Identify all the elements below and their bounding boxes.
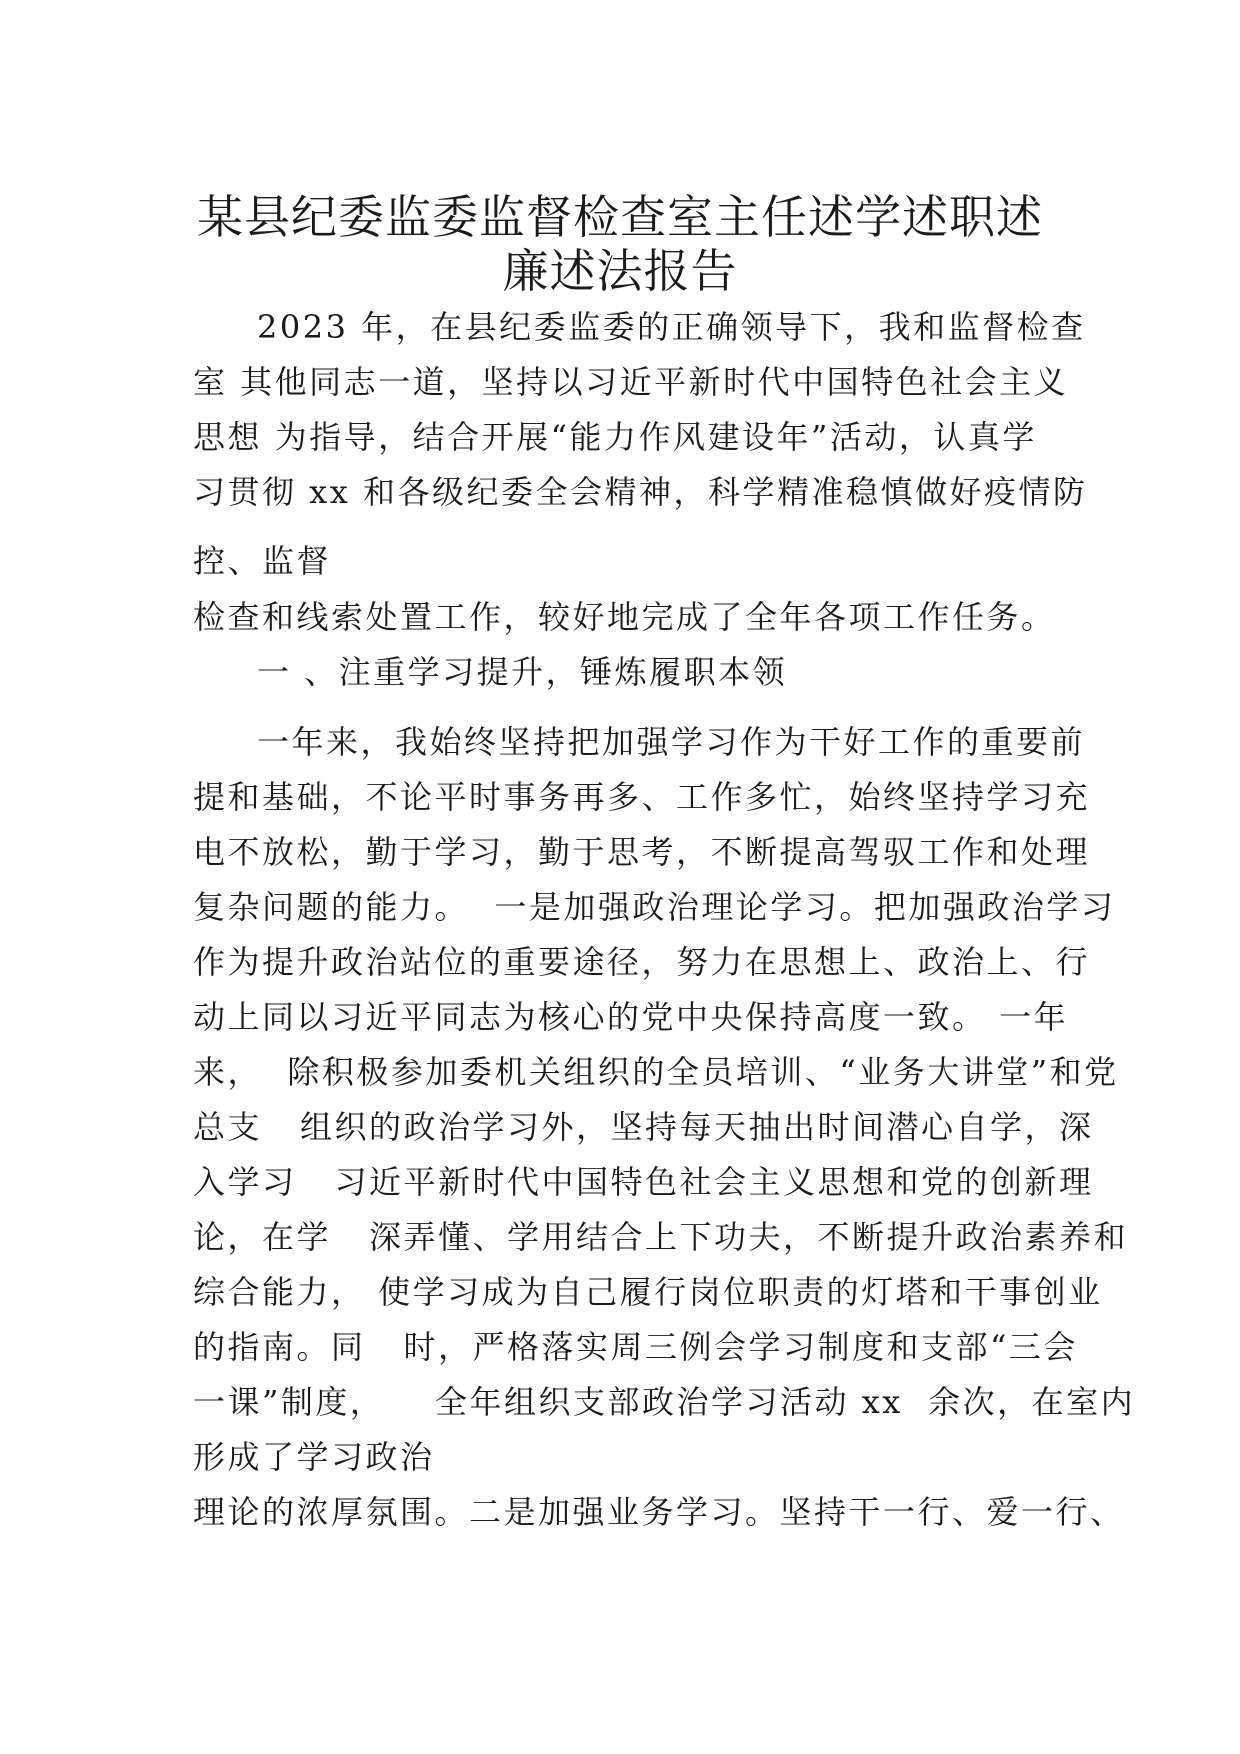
- paragraph-line: 2023 年，在县纪委监委的正确领导下，我和监督检查: [257, 308, 1086, 346]
- paragraph-line: 思想 为指导，结合开展“能力作风建设年”活动，认真学: [193, 418, 1037, 456]
- paragraph-line: 控、监督: [193, 542, 332, 580]
- paragraph-line: 入学习 习近平新时代中国特色社会主义思想和党的创新理: [193, 1163, 1094, 1201]
- paragraph-line: 一课”制度， 全年组织支部政治学习活动 xx 余次，在室内: [193, 1383, 1136, 1421]
- section-heading: 一 、注重学习提升，锤炼履职本领: [257, 653, 788, 691]
- paragraph-line: 复杂问题的能力。 一是加强政治理论学习。把加强政治学习: [193, 888, 1116, 926]
- paragraph-line: 一年来，我始终坚持把加强学习作为干好工作的重要前: [257, 723, 1086, 761]
- paragraph-line: 动上同以习近平同志为核心的党中央保持高度一致。 一年: [193, 998, 1069, 1036]
- paragraph-line: 习贯彻 xx 和各级纪委全会精神，科学精准稳慎做好疫情防: [193, 473, 1088, 511]
- document-title-line-2: 廉述法报告: [502, 244, 738, 298]
- paragraph-line: 提和基础，不论平时事务再多、工作多忙，始终坚持学习充: [193, 778, 1091, 816]
- paragraph-line: 作为提升政治站位的重要途径，努力在思想上、政治上、行: [193, 943, 1091, 981]
- paragraph-line: 形成了学习政治: [193, 1438, 435, 1476]
- paragraph-line: 室 其他同志一道，坚持以习近平新时代中国特色社会主义: [193, 363, 1069, 401]
- paragraph-line: 电不放松，勤于学习，勤于思考，不断提高驾驭工作和处理: [193, 833, 1091, 871]
- paragraph-line: 综合能力， 使学习成为自己履行岗位职责的灯塔和干事创业: [193, 1273, 1103, 1311]
- paragraph-line: 检查和线索处置工作，较好地完成了全年各项工作任务。: [193, 598, 1056, 636]
- paragraph-line: 理论的浓厚氛围。二是加强业务学习。坚持干一行、爱一行、: [193, 1493, 1125, 1531]
- paragraph-line: 总支 组织的政治学习外，坚持每天抽出时间潜心自学，深: [193, 1108, 1094, 1146]
- paragraph-line: 的指南。同 时，严格落实周三例会学习制度和支部“三会: [193, 1328, 1078, 1366]
- paragraph-line: 来， 除积极参加委机关组织的全员培训、“业务大讲堂”和党: [193, 1053, 1119, 1091]
- paragraph-line: 论，在学 深弄懂、学用结合上下功夫，不断提升政治素养和: [193, 1218, 1129, 1256]
- document-title-line-1: 某县纪委监委监督检查室主任述学述职述: [197, 190, 1043, 244]
